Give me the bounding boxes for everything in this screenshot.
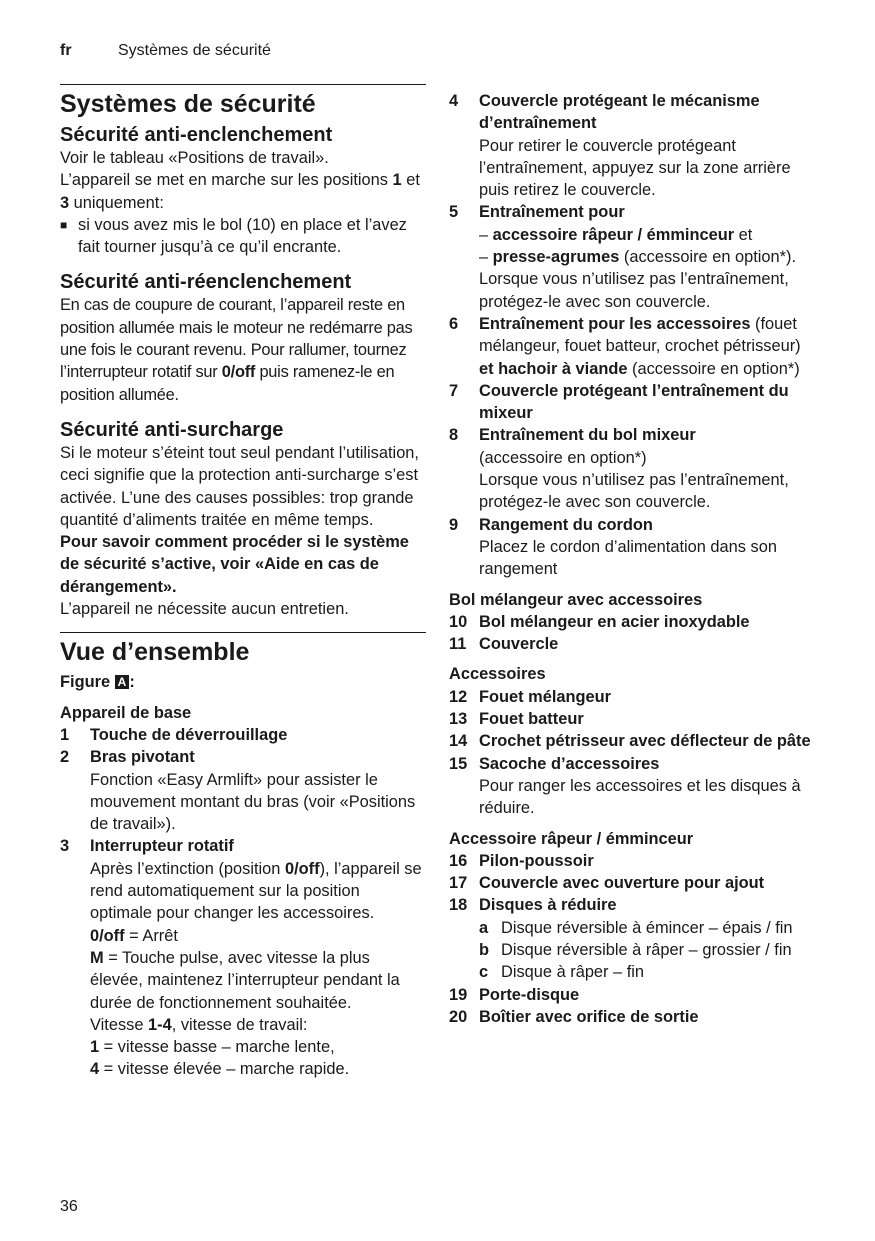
language-code: fr <box>60 42 72 59</box>
list-item: 14 Crochet pétrisseur avec déflecteur de pâte <box>449 732 811 751</box>
page-header <box>60 40 271 62</box>
section-rule <box>60 84 426 85</box>
accessories-heading: Accessoires <box>449 665 546 684</box>
list-item: 1 Touche de déverrouillage <box>60 725 288 744</box>
list-item: 17 Couvercle avec ouverture pour ajout <box>449 874 765 893</box>
overload-p1: Si le moteur s’éteint tout seul pendant l’utilisation, ceci signifie que la protection anti-surcharge s’est activée. L’une des causes possibles: trop grande quantité d’aliments traitée en même temps. <box>60 443 419 529</box>
right-column <box>449 90 819 1028</box>
anti-restart-text: En cas de coupure de courant, l’appareil reste en position allumée mais le moteur ne redémarre pas une fois le courant revenu. Pour rallumer, tournez l’interrupteur rotatif sur 0/off puis ramenez-le en position allumée. <box>60 296 413 404</box>
section-rule <box>60 632 426 633</box>
list-item: 9 Rangement du cordon Placez le cordon d’alimentation dans son rangement <box>449 515 777 579</box>
list-item: 18 Disques à réduire a Disque réversible à émincer – épais / fin b Disque réversible à râper – grossier / fin c Disque à râper – fin <box>449 894 819 983</box>
figure-ref: Figure A : <box>60 673 135 692</box>
list-item: 7 Couvercle protégeant l’entraînement du mixeur <box>449 381 789 423</box>
anti-start-bullet: ■ si vous avez mis le bol (10) en place et l’avez fait tourner jusqu’à ce qu’il encrante. <box>60 214 426 259</box>
overload-p2: Pour savoir comment procéder si le système de sécurité s’active, voir «Aide en cas de dérangement». <box>60 533 409 596</box>
header-title: Systèmes de sécurité <box>118 42 271 59</box>
list-item: 12 Fouet mélangeur <box>449 687 612 706</box>
list-item: 3 Interrupteur rotatif Après l’extinction (position 0/off), l’appareil se rend automatiquement sur la position optimale pour changer les accessoires. 0/off = Arrêt M = Touche pulse, avec vitesse la plus élevée, maintenez l’interrupteur pendant la durée de fonctionnement souhaitée. Vitesse 1-4, vitesse de travail: 1 = vitesse basse – marche lente, 4 = vitesse élevée – marche rapide. <box>60 837 422 1079</box>
overload-heading: Sécurité anti-surcharge <box>60 418 284 441</box>
overview-heading: Vue d’ensemble <box>60 638 250 667</box>
list-item: 5 Entraînement pour – accessoire râpeur / émminceur et – presse-agrumes (accessoire en option*). Lorsque vous n’utilisez pas l’entraînement, protégez-le avec son couvercle. <box>449 203 797 311</box>
left-column <box>60 84 426 1081</box>
sub-item: c Disque à râper – fin <box>479 963 645 982</box>
anti-start-heading: Sécurité anti-enclenchement <box>60 124 333 146</box>
list-item: 10 Bol mélangeur en acier inoxydable <box>449 612 750 631</box>
page-number: 36 <box>60 1198 78 1215</box>
overload-p3: L’appareil ne nécessite aucun entretien. <box>60 600 349 619</box>
list-item: 11 Couvercle <box>449 635 559 654</box>
list-item: 16 Pilon-poussoir <box>449 851 594 870</box>
safety-heading: Systèmes de sécurité <box>60 90 316 118</box>
list-item: 15 Sacoche d’accessoires Pour ranger les accessoires et les disques à réduire. <box>449 754 801 818</box>
bullet-square-icon: ■ <box>60 217 68 232</box>
bowl-heading: Bol mélangeur avec accessoires <box>449 590 703 609</box>
anti-restart-heading: Sécurité anti-réenclenchement <box>60 271 352 294</box>
base-heading: Appareil de base <box>60 703 192 722</box>
anti-start-p1: Voir le tableau «Positions de travail». <box>60 149 329 167</box>
list-item: 19 Porte-disque <box>449 985 580 1004</box>
list-item: 2 Bras pivotant Fonction «Easy Armlift» pour assister le mouvement montant du bras (voir «Positions de travail»). <box>60 748 416 834</box>
list-item: 13 Fouet batteur <box>449 710 584 729</box>
list-item: 8 Entraînement du bol mixeur (accessoire en option*) Lorsque vous n’utilisez pas l’entraînement, protégez-le avec son couvercle. <box>449 426 789 512</box>
anti-start-p2: L’appareil se met en marche sur les positions 1 et 3 uniquement: <box>60 171 420 212</box>
figure-a-badge: A <box>115 675 130 689</box>
sub-item: b Disque réversible à râper – grossier / fin <box>479 940 792 959</box>
grater-heading: Accessoire râpeur / émminceur <box>449 829 694 848</box>
list-item: 6 Entraînement pour les accessoires (fouet mélangeur, fouet batteur, crochet pétrisseur) et hachoir à viande (accessoire en option*) <box>449 314 801 378</box>
sub-item: a Disque réversible à émincer – épais / fin <box>479 918 793 937</box>
list-item: 20 Boîtier avec orifice de sortie <box>449 1007 699 1026</box>
list-item: 4 Couvercle protégeant le mécanisme d’entraînement Pour retirer le couvercle protégeant l’entraînement, appuyez sur la zone arrière puis retirez le couvercle. <box>449 92 791 200</box>
